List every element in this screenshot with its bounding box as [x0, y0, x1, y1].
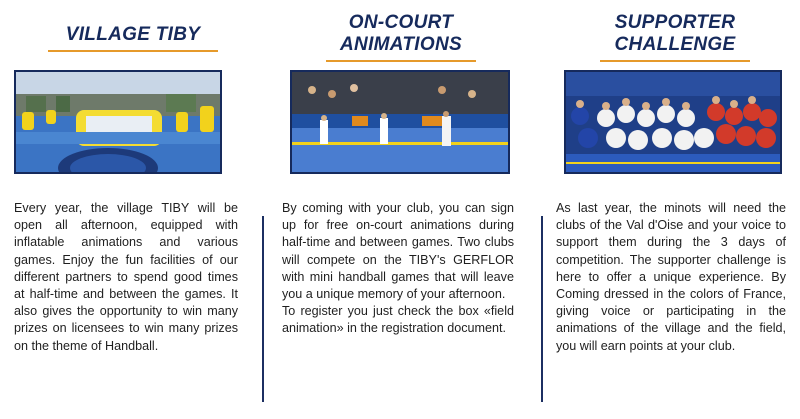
title-underline: [326, 60, 476, 62]
inflatable-village-photo-icon: [16, 72, 220, 172]
title-wrap: [556, 12, 794, 62]
title-wrap: [282, 12, 520, 62]
column-village-tiby: [14, 0, 252, 419]
title-underline: [48, 50, 218, 52]
column-divider: [541, 216, 543, 402]
supporter-photo: [564, 70, 782, 174]
section-body: Every year, the village TIBY will be open all afternoon, equipped with inflatable animations and various games. Enjoy the fun facilities of our different partners to spend good times at half-time and between the games. It also gives the opportunity to win many prizes on licensees to win many prizes on the theme of Handball.: [14, 201, 238, 353]
village-photo: [14, 70, 222, 174]
column-supporter-challenge: [556, 0, 794, 419]
section-body: By coming with your club, you can sign up for free on-court animations during half-time and between games. Two clubs will compete on the TIBY's GERFLOR with mini handball games that will leave you a unique memory of your afternoon. To register you just check the box «field animation» in the registration document.: [282, 201, 514, 336]
section-title: VILLAGE TIBY: [65, 24, 201, 45]
section-title: ON-COURT ANIMATIONS: [340, 12, 462, 55]
column-on-court-animations: [282, 0, 520, 419]
column-divider: [262, 216, 264, 402]
section-title: SUPPORTER CHALLENGE: [614, 12, 736, 55]
title-underline: [600, 60, 750, 62]
supporter-crowd-photo-icon: [566, 72, 780, 172]
on-court-photo: [290, 70, 510, 174]
on-court-handball-photo-icon: [292, 72, 508, 172]
section-body: As last year, the minots will need the clubs of the Val d'Oise and your voice to support them during the 3 days of competition. The supporter challenge is here to offer a unique experience. By Coming dressed in the colors of France, giving voice or participating in the animations of the village and the field, you will earn points at your club.: [556, 201, 786, 353]
title-wrap: [14, 24, 252, 52]
